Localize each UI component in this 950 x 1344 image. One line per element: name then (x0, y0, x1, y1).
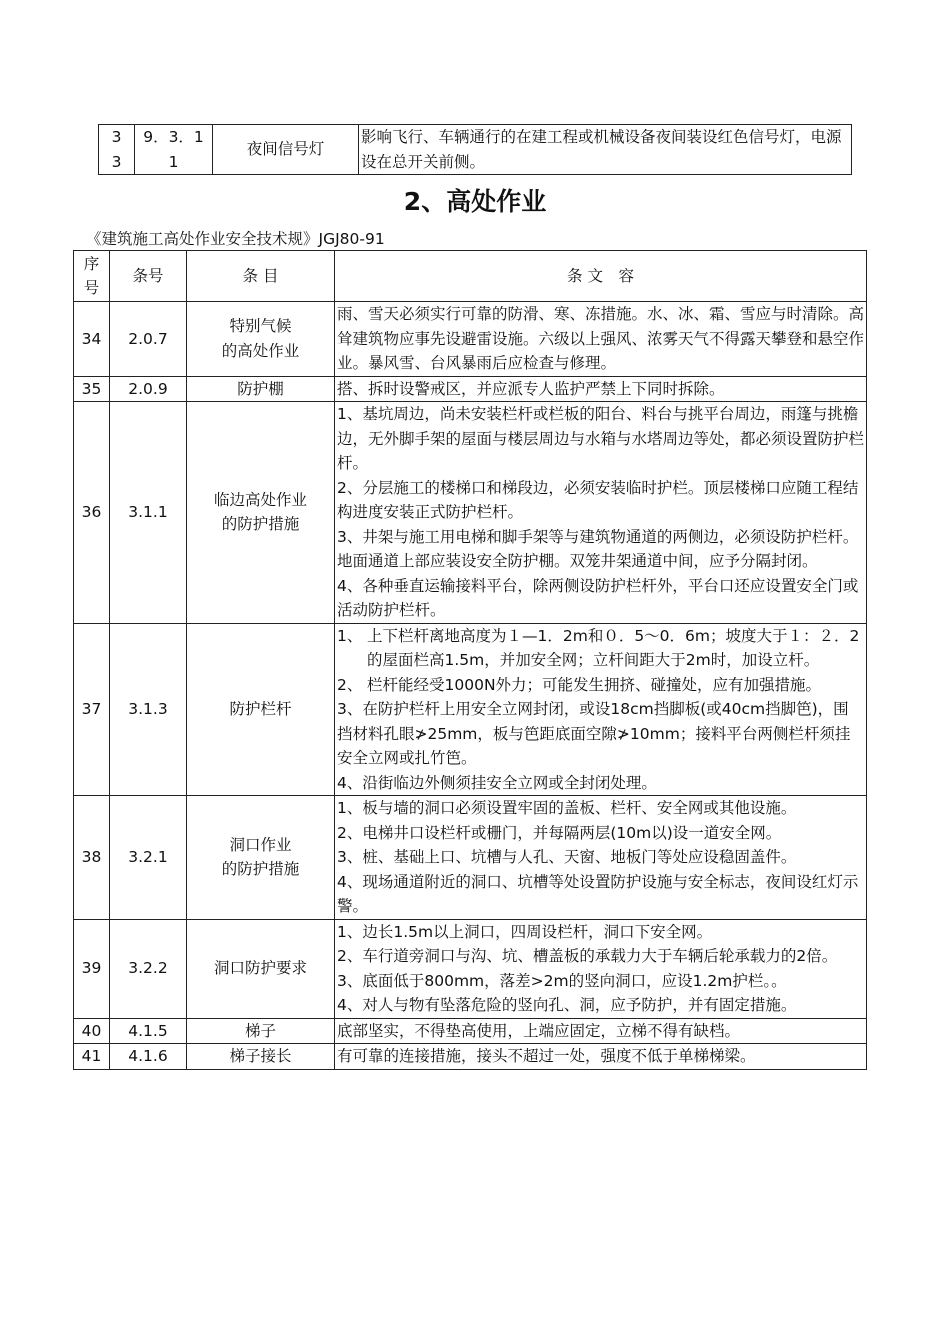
clause-cell-text: 3.2.2 (128, 959, 168, 978)
item-cell (187, 302, 335, 377)
item-cell (187, 402, 335, 624)
content-cell (335, 1044, 867, 1070)
item-cell-text: 梯子接长 (229, 1047, 292, 1065)
content-line: 1、边长1.5m以上洞口，四周设栏杆，洞口下安全网。 (337, 922, 713, 941)
clause-cell (110, 302, 187, 377)
clause-cell (110, 376, 187, 402)
header-content-text: 条 文 容 (567, 266, 634, 285)
seq-cell-text: 35 (81, 379, 102, 398)
table-row (74, 623, 867, 796)
content-line: 2、车行道旁洞口与沟、坑、槽盖板的承载力大于车辆后轮承载力的2倍。 (337, 947, 838, 965)
clause-text: 栏杆能经受1000N外力；可能发生拥挤、碰撞处，应有加强措施。 (367, 675, 822, 694)
clause-cell-text: 4.1.6 (128, 1047, 168, 1065)
table-row (74, 302, 867, 377)
table-row (74, 376, 867, 402)
content-line: 有可靠的连接措施，接头不超过一处，强度不低于单梯梯梁。 (337, 1047, 756, 1065)
numbered-clause (337, 624, 864, 673)
content-line: 3、井架与施工用电梯和脚手架等与建筑物通道的两侧边，必须设防护栏杆。地面通道上部应装设安全防护棚。双笼井架通道中间，应予分隔封闭。 (337, 527, 859, 570)
clause-cell (110, 919, 187, 1018)
content-line: 4、对人与物有坠落危险的竖向孔、洞，应予防护，并有固定措施。 (337, 996, 797, 1014)
content-cell (335, 302, 867, 377)
item-cell-text: 洞口作业 的防护措施 (221, 835, 300, 879)
item-cell-text: 梯子 (244, 1021, 276, 1040)
item-cell (187, 796, 335, 920)
seq-cell-text: 38 (81, 848, 102, 866)
clause-cell (110, 402, 187, 624)
clause-number: 2、 (337, 675, 363, 694)
header-row (74, 251, 867, 302)
item-cell-text: 特别气候 的高处作业 (221, 317, 300, 360)
section-title: 2、高处作业 (403, 187, 547, 216)
table-row (74, 919, 867, 1018)
header-clause (110, 251, 187, 302)
item-cell-text: 临边高处作业 的防护措施 (213, 490, 307, 534)
seq-cell-text: 40 (81, 1021, 102, 1040)
clause-cell (110, 1044, 187, 1070)
clause-cell-text: 3.1.1 (128, 503, 168, 521)
clause-number: 1、 (337, 626, 363, 645)
content-line: 1、基坑周边，尚未安装栏杆或栏板的阳台、料台与挑平台周边，雨篷与挑檐边，无外脚手架的屋面与楼层周边与水箱与水塔周边等处，都必须设置防护栏杆。 (337, 405, 865, 472)
top-continuation-table (98, 124, 852, 175)
table-row (99, 125, 852, 175)
content-cell (335, 623, 867, 796)
item-cell (213, 125, 359, 175)
item-cell (187, 1044, 335, 1070)
clause-cell (135, 125, 213, 175)
seq-cell (74, 919, 110, 1018)
item-text: 夜间信号灯 (246, 140, 325, 159)
seq-cell (74, 1044, 110, 1070)
seq-cell-text: 39 (81, 959, 102, 978)
content-line: 3、在防护栏杆上用安全立网封闭，或设18cm挡脚板(或40cm挡脚笆)，围挡材料孔眼≯25mm，板与笆距底面空隙≯10mm；接料平台两侧栏杆须挂安全立网或扎竹笆。 (337, 700, 851, 767)
content-line: 1、板与墙的洞口必须设置牢固的盖板、栏杆、安全网或其他设施。 (337, 799, 797, 817)
content-line: 2、分层施工的楼梯口和梯段边，必须安装临时护栏。顶层楼梯口应随工程结构进度安装正式防护栏杆。 (337, 478, 859, 521)
header-item-text: 条 目 (242, 266, 279, 285)
table-row (74, 1044, 867, 1070)
seq-cell (74, 402, 110, 624)
clause-cell (110, 1018, 187, 1044)
header-item (187, 251, 335, 302)
content-line: 4、沿街临边外侧须挂安全立网或全封闭处理。 (337, 773, 657, 792)
content-line: 底部坚实，不得垫高使用，上端应固定，立梯不得有缺档。 (337, 1021, 741, 1040)
seq-cell-text: 37 (81, 700, 102, 718)
item-cell-text: 防护栏杆 (229, 700, 292, 718)
table-row (74, 796, 867, 920)
clause-text: 上下栏杆离地高度为１—1．2m和０．5～0．6m；坡度大于１：２．2的屋面栏高1.5m，并加安全网；立杆间距大于2m时，加设立杆。 (367, 626, 860, 669)
seq-cell-text: 41 (81, 1047, 102, 1065)
content-cell (335, 796, 867, 920)
safety-rules-table (73, 250, 867, 1070)
seq-cell (74, 796, 110, 920)
clause-text: 9．3．1 1 (143, 128, 204, 171)
header-seq (74, 251, 110, 302)
content-cell (335, 402, 867, 624)
table-row (74, 402, 867, 624)
seq-cell (99, 125, 135, 175)
seq-cell (74, 302, 110, 377)
clause-cell-text: 3.2.1 (128, 848, 168, 866)
table-row (74, 1018, 867, 1044)
seq-cell-text: 36 (81, 503, 102, 521)
item-cell (187, 1018, 335, 1044)
clause-cell-text: 4.1.5 (128, 1021, 168, 1040)
header-clause-text: 条号 (132, 266, 164, 285)
seq-text: 3 3 (111, 128, 122, 171)
clause-cell (110, 623, 187, 796)
numbered-clause (337, 673, 864, 698)
header-content (335, 251, 867, 302)
seq-cell (74, 623, 110, 796)
clause-cell-text: 3.1.3 (128, 700, 168, 718)
content-line: 搭、拆时设警戒区，并应派专人监护严禁上下同时拆除。 (337, 379, 725, 398)
content-cell (335, 919, 867, 1018)
content-line: 雨、雪天必须实行可靠的防滑、寒、冻措施。水、冰、霜、雪应与时清除。高耸建筑物应事先设避雷设施。六级以上强风、浓雾天气不得露天攀登和悬空作业。暴风雪、台风暴雨后应检查与修理。 (337, 305, 865, 372)
content-line: 3、底面低于800mm，落差>2m的竖向洞口，应设1.2m护栏。。 (337, 971, 787, 990)
seq-cell-text: 34 (81, 329, 102, 348)
seq-cell (74, 1018, 110, 1044)
content-line: 4、各种垂直运输接料平台，除两侧设防护栏杆外，平台口还应设置安全门或活动防护栏杆。 (337, 576, 859, 619)
content-line: 4、现场通道附近的洞口、坑槽等处设置防护设施与安全标志，夜间设红灯示警。 (337, 872, 859, 915)
item-cell (187, 376, 335, 402)
content-cell (359, 125, 852, 175)
item-cell-text: 洞口防护要求 (213, 959, 307, 978)
clause-cell-text: 2.0.9 (128, 379, 168, 398)
item-cell-text: 防护棚 (237, 379, 284, 398)
clause-cell (110, 796, 187, 920)
content-text: 影响飞行、车辆通行的在建工程或机械设备夜间装设红色信号灯，电源设在总开关前侧。 (361, 128, 842, 171)
item-cell (187, 623, 335, 796)
seq-cell (74, 376, 110, 402)
content-line: 2、电梯井口设栏杆或栅门，并每隔两层(10m以)设一道安全网。 (337, 823, 782, 842)
standard-reference: 《建筑施工高处作业安全技术规》JGJ80-91 (86, 230, 385, 248)
content-cell (335, 1018, 867, 1044)
clause-cell-text: 2.0.7 (128, 329, 168, 348)
header-seq-text: 序 号 (83, 254, 100, 297)
item-cell (187, 919, 335, 1018)
content-cell (335, 376, 867, 402)
content-line: 3、桩、基础上口、坑槽与人孔、天窗、地板门等处应设稳固盖件。 (337, 848, 797, 866)
